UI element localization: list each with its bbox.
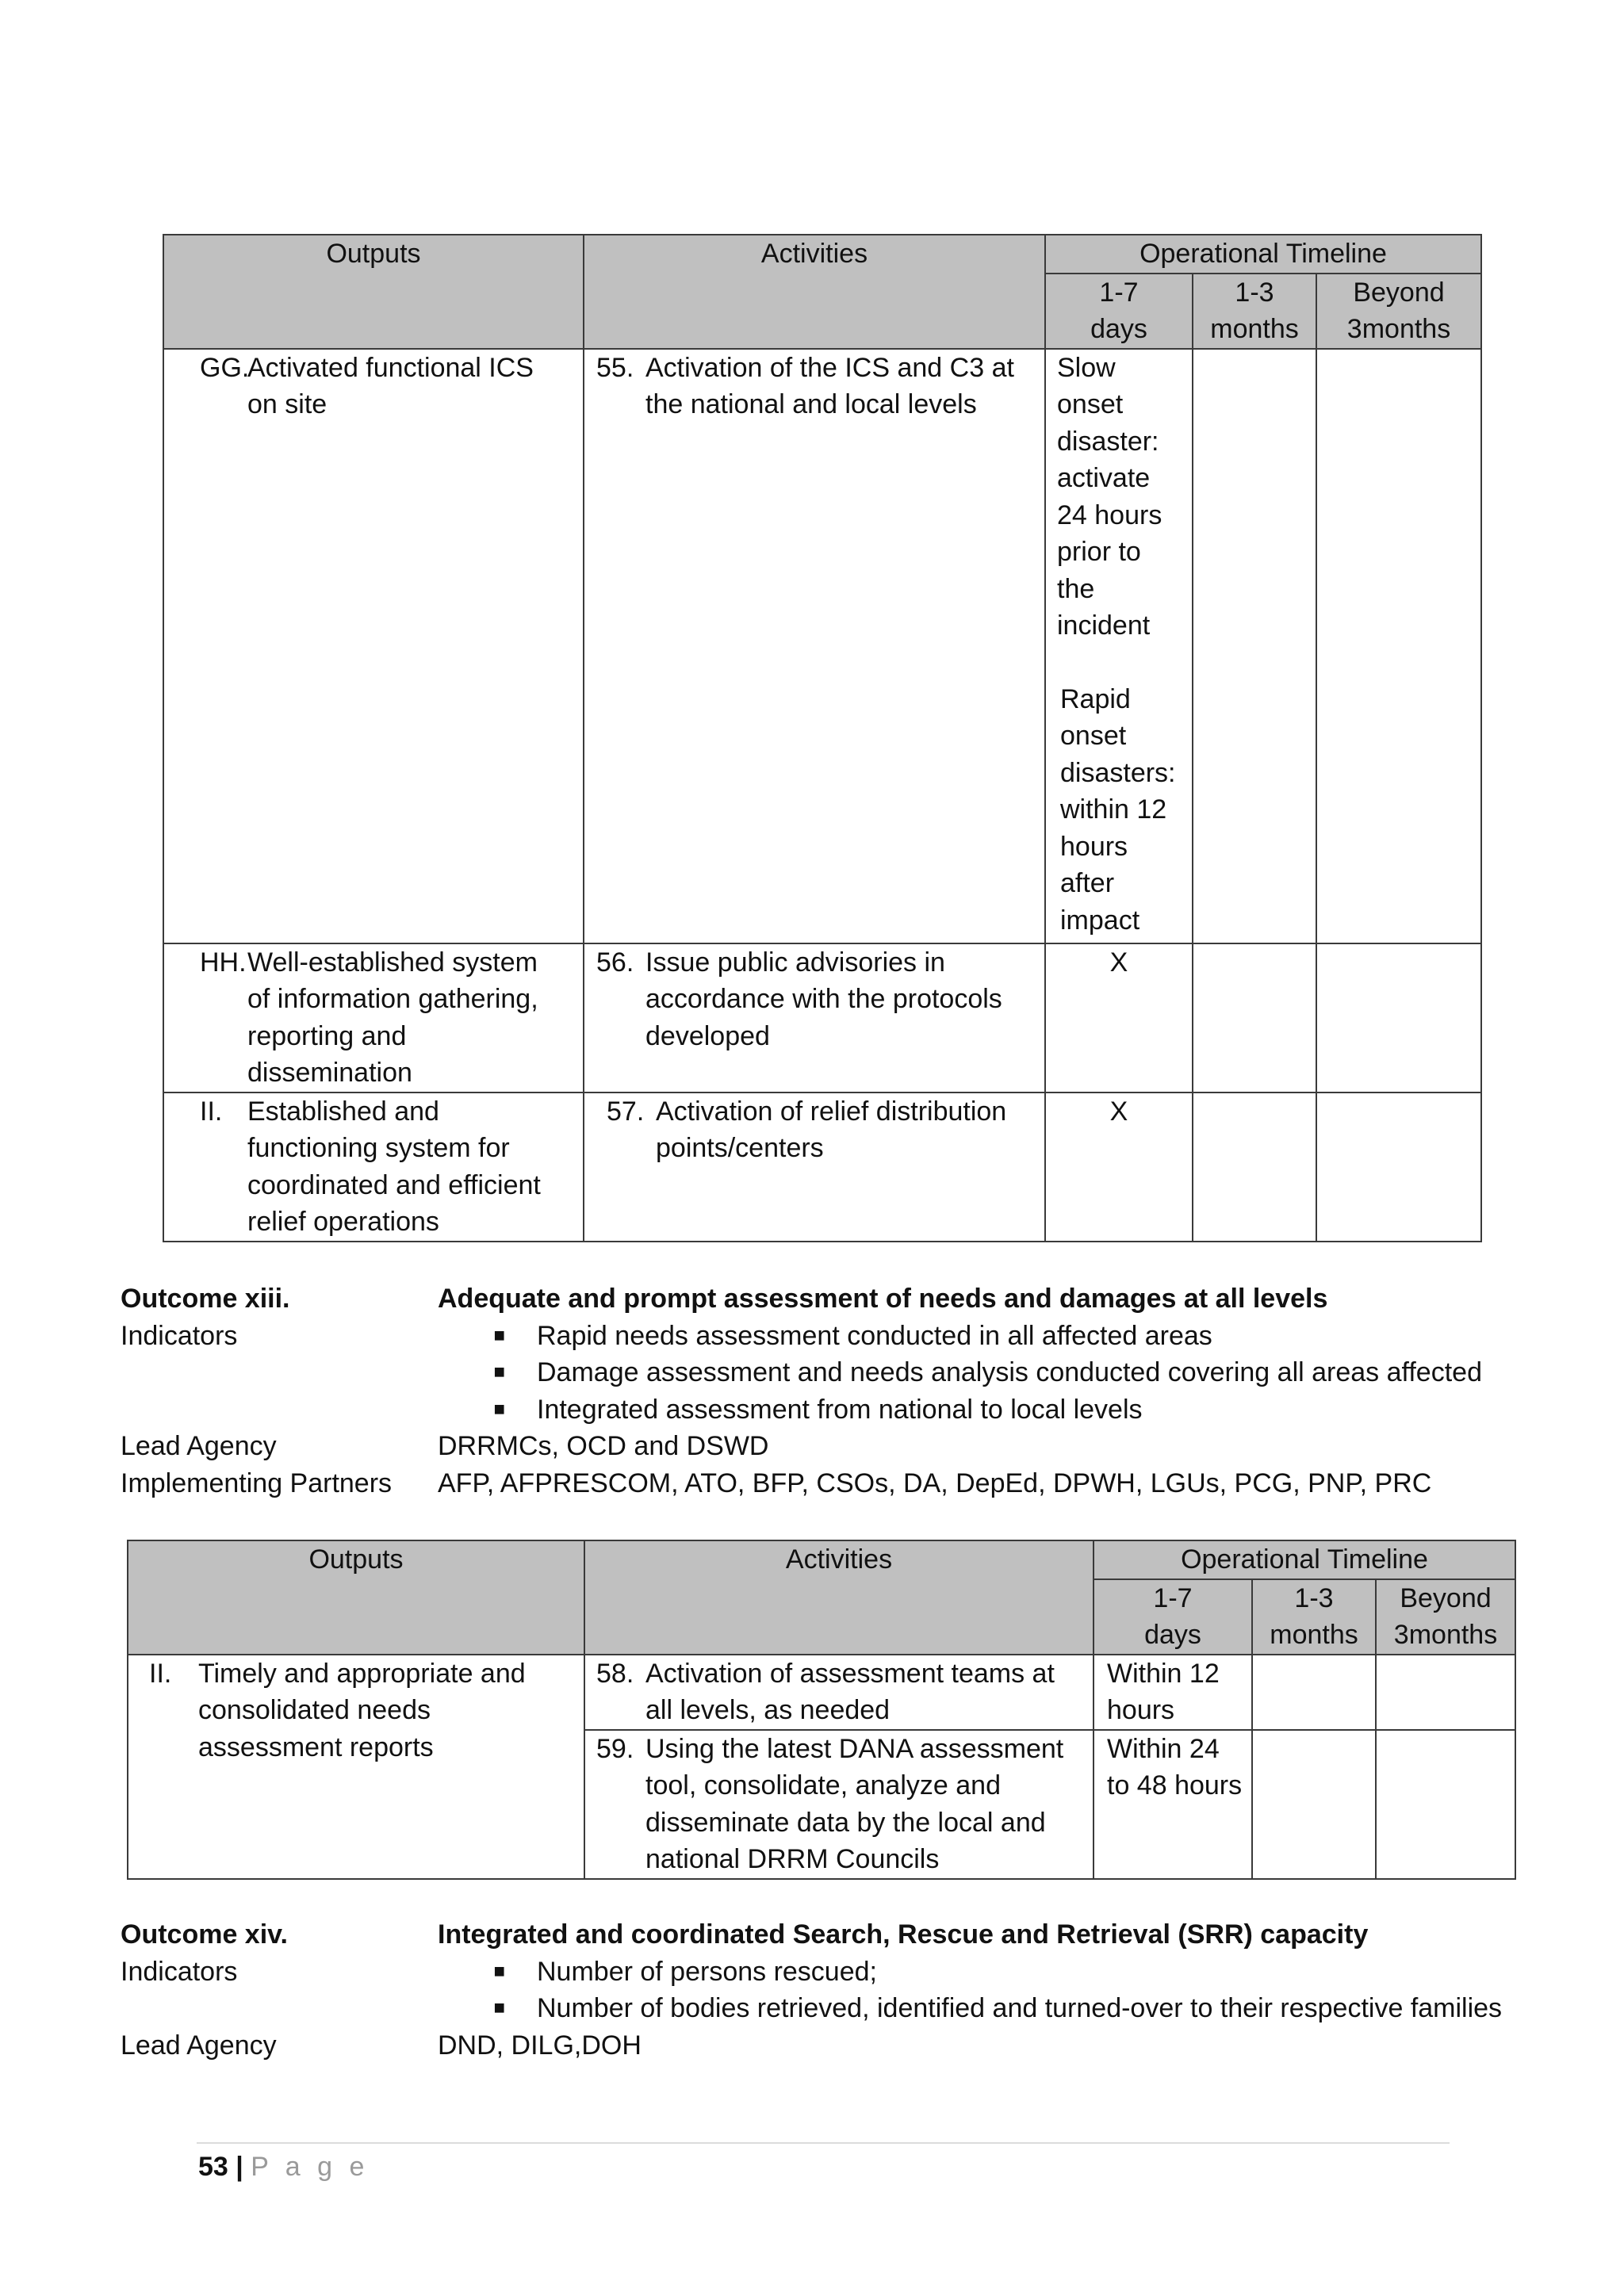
output-cell: II. Timely and appropriate and consolidated needs assessment reports [128,1655,584,1879]
header-activities: Activities [584,1540,1094,1655]
timeline-1-7-days-cell: X [1045,943,1193,1093]
table-row [128,1655,1515,1730]
timeline-1-3-months-cell [1193,349,1316,943]
lead-agency-label: Lead Agency [121,1431,277,1461]
bullet-icon: ■ [493,1361,505,1383]
header-operational-timeline: Operational Timeline [1045,235,1481,274]
activity-cell: 56. Issue public advisories in accordance with the protocols developed [584,943,1045,1093]
page-separator: | [236,2152,243,2182]
table-row [163,1093,1481,1242]
output-cell: GG. Activated functional ICS on site [163,349,584,943]
bullet-icon: ■ [493,1997,505,2019]
timeline-1-7-days-cell: Within 12 hours [1094,1655,1252,1730]
header-1-7-days: 1-7 days [1094,1579,1252,1655]
timeline-1-7-days-cell: Within 24 to 48 hours [1094,1730,1252,1879]
page-word: P a g e [251,2152,370,2182]
output-cell: HH. Well-established system of information gathering, reporting and dissemination [163,943,584,1093]
list-item: ■ Number of persons rescued; [438,1954,1532,1991]
activity-cell: 57. Activation of relief distribution points/centers [584,1093,1045,1242]
footer-divider [197,2142,1450,2144]
page-footer [198,2149,369,2186]
indicators-label: Indicators [121,1320,238,1351]
header-beyond-3-months: Beyond 3months [1376,1579,1515,1655]
timeline-1-7-days-cell [1045,349,1193,943]
header-outputs: Outputs [163,235,584,349]
operational-timeline-table-1 [163,234,1482,1242]
operational-timeline-table-2 [127,1540,1516,1880]
output-cell: II. Established and functioning system for coordinated and efficient relief operations [163,1093,584,1242]
outcome-title: Integrated and coordinated Search, Rescue and Retrieval (SRR) capacity [438,1919,1369,1950]
outcome-xiv-section [121,1916,1532,2064]
indicators-label: Indicators [121,1956,238,1987]
page-number: 53 [198,2152,228,2182]
header-1-3-months: 1-3 months [1252,1579,1376,1655]
bullet-icon: ■ [493,1960,505,1982]
lead-agency-value: DRRMCs, OCD and DSWD [438,1431,769,1461]
activity-cell: 59. Using the latest DANA assessment tool, consolidate, analyze and disseminate data by the local and national DRRM Councils [584,1730,1094,1879]
bullet-icon: ■ [493,1324,505,1346]
list-item: ■ Integrated assessment from national to local levels [438,1391,1532,1429]
timeline-1-3-months-cell [1252,1655,1376,1730]
list-item: ■ Damage assessment and needs analysis conducted covering all areas affected [438,1354,1532,1391]
table-row [163,349,1481,943]
bullet-icon: ■ [493,1398,505,1420]
timeline-beyond-cell [1316,349,1481,943]
header-1-7-days: 1-7 days [1045,274,1193,349]
header-activities: Activities [584,235,1045,349]
timeline-1-3-months-cell [1193,1093,1316,1242]
timeline-1-3-months-cell [1193,943,1316,1093]
indicator-list [438,1318,1532,1429]
outcome-label: Outcome xiv. [121,1919,288,1950]
outcome-title: Adequate and prompt assessment of needs and damages at all levels [438,1284,1328,1314]
header-operational-timeline: Operational Timeline [1094,1540,1515,1579]
implementing-partners-label: Implementing Partners [121,1468,393,1498]
header-1-3-months: 1-3 months [1193,274,1316,349]
header-beyond-3-months: Beyond 3months [1316,274,1481,349]
timeline-beyond-cell [1376,1655,1515,1730]
indicator-list [438,1954,1532,2027]
header-outputs: Outputs [128,1540,584,1655]
table-row [163,943,1481,1093]
timeline-1-7-days-cell: X [1045,1093,1193,1242]
activity-cell: 55. Activation of the ICS and C3 at the national and local levels [584,349,1045,943]
list-item: ■ Number of bodies retrieved, identified and turned-over to their respective families [438,1990,1532,2027]
slow-onset-text: Slow onset disaster: activate 24 hours prior to the incident [1057,352,1162,641]
lead-agency-value: DND, DILG,DOH [438,2030,642,2061]
timeline-beyond-cell [1376,1730,1515,1879]
rapid-onset-text: Rapid onset disasters: within 12 hours after impact [1060,683,1176,936]
list-item: ■ Rapid needs assessment conducted in all affected areas [438,1318,1532,1355]
timeline-beyond-cell [1316,943,1481,1093]
implementing-partners-value: AFP, AFPRESCOM, ATO, BFP, CSOs, DA, DepEd, DPWH, LGUs, PCG, PNP, PRC [438,1468,1432,1498]
outcome-xiii-section [121,1280,1532,1502]
timeline-beyond-cell [1316,1093,1481,1242]
lead-agency-label: Lead Agency [121,2030,277,2061]
timeline-1-3-months-cell [1252,1730,1376,1879]
activity-cell: 58. Activation of assessment teams at all levels, as needed [584,1655,1094,1730]
outcome-label: Outcome xiii. [121,1284,290,1314]
